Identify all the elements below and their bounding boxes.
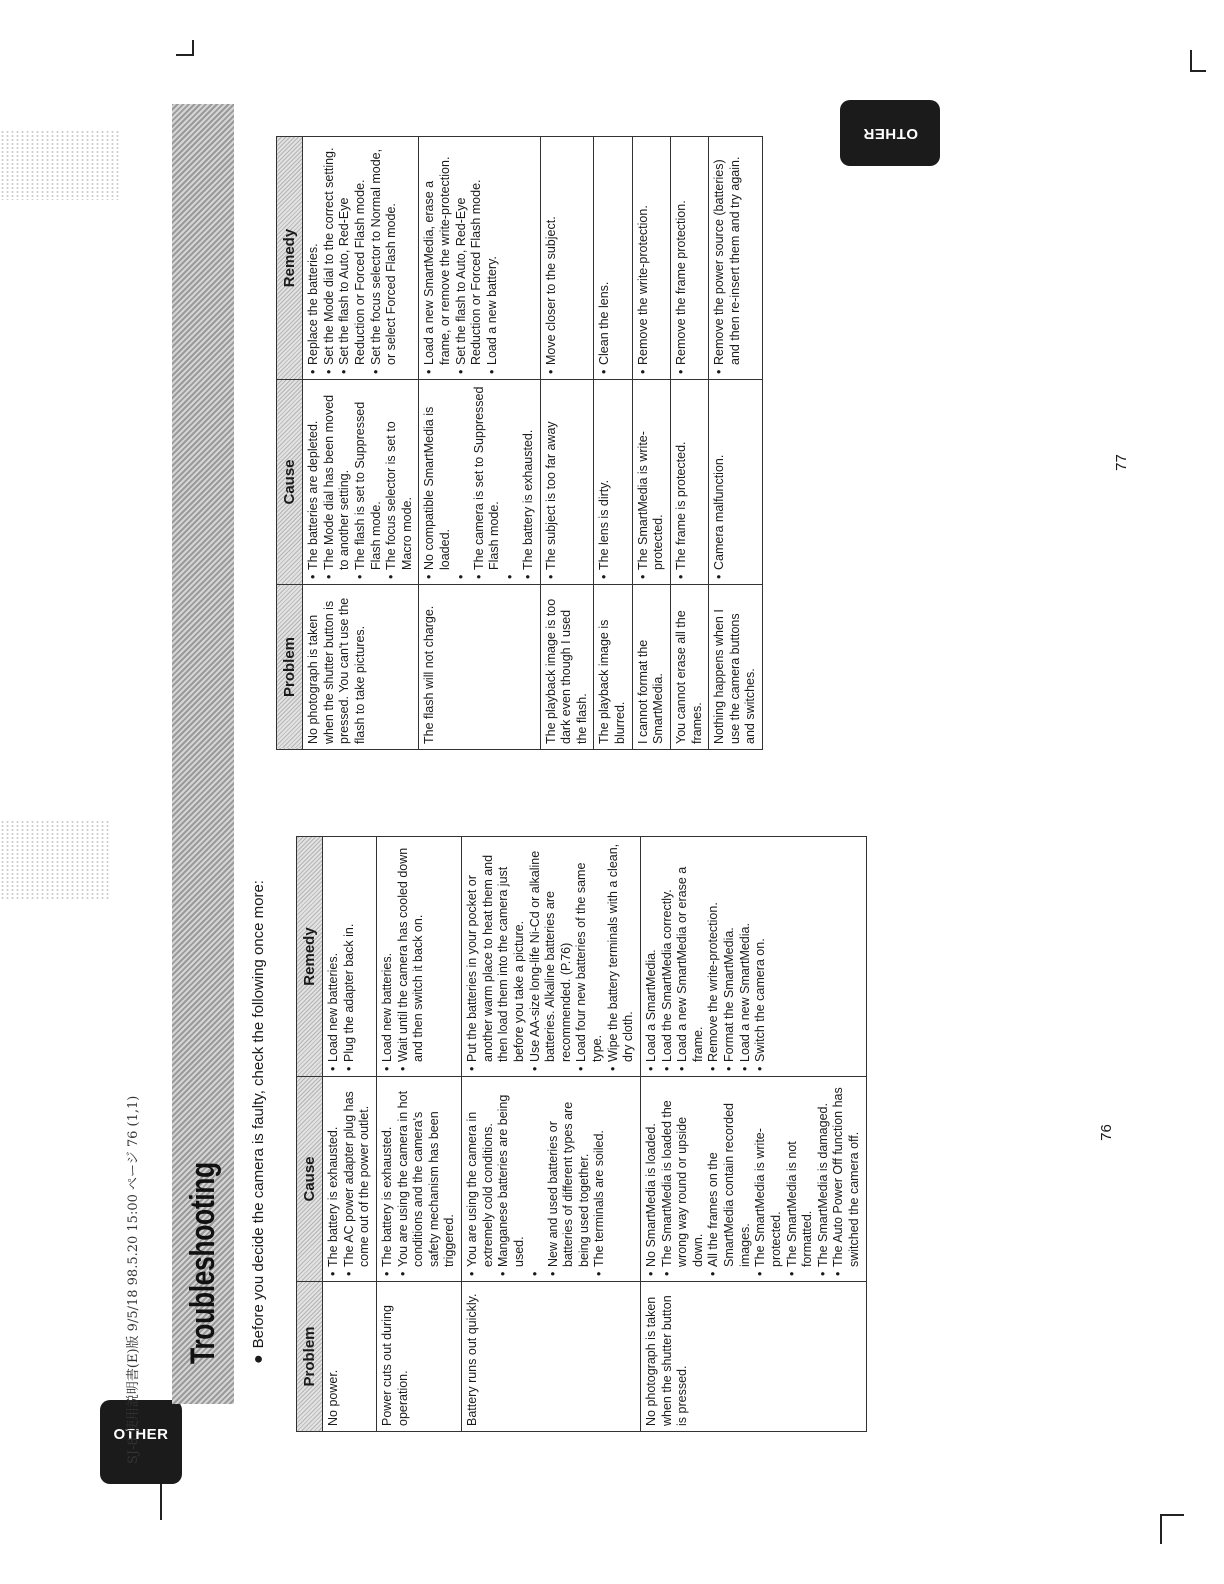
problem-cell: Power cuts out during operation. bbox=[376, 1282, 461, 1432]
remedy-cell bbox=[632, 137, 670, 380]
remedy-item: • Remove the write-protection. bbox=[706, 842, 722, 1071]
cause-item: • The Mode dial has been moved to another setting. bbox=[322, 385, 353, 579]
cause-cell bbox=[303, 380, 419, 585]
troubleshooting-table-right bbox=[276, 136, 763, 750]
table-row bbox=[323, 837, 377, 1432]
cause-item: • The camera is set to Suppressed Flash mode. bbox=[472, 385, 503, 579]
crop-mark bbox=[1160, 1514, 1162, 1544]
cause-item: • The SmartMedia is write-protected. bbox=[636, 385, 667, 579]
remedy-cell bbox=[540, 137, 594, 380]
problem-cell: Nothing happens when I use the camera buttons and switches. bbox=[709, 585, 763, 750]
remedy-cell bbox=[594, 137, 632, 380]
problem-cell: Battery runs out quickly. bbox=[462, 1282, 641, 1432]
table-row bbox=[670, 137, 708, 750]
page-number-left: 76 bbox=[1097, 1124, 1115, 1141]
cause-cell bbox=[640, 1077, 866, 1282]
spacer bbox=[454, 385, 472, 579]
table-row bbox=[709, 137, 763, 750]
remedy-item: • Load a SmartMedia. bbox=[644, 842, 660, 1071]
remedy-item: • Replace the batteries. bbox=[306, 142, 322, 374]
cause-item: • The frame is protected. bbox=[674, 385, 690, 579]
cause-cell bbox=[376, 1077, 461, 1282]
cause-item: • The lens is dirty. bbox=[597, 385, 613, 579]
cause-item: • The battery is exhausted. bbox=[380, 1082, 396, 1276]
cause-item: • All the frames on the SmartMedia contain recorded images. bbox=[706, 1082, 753, 1276]
remedy-item: • Plug the adapter back in. bbox=[342, 842, 358, 1071]
remedy-item: • Put the batteries in your pocket or another warm place to heat them and then load them into the camera just before you take a picture. bbox=[465, 842, 528, 1071]
header-problem: Problem bbox=[297, 1282, 323, 1432]
cause-item: • New and used batteries or batteries of different types are being used together. bbox=[546, 1082, 593, 1276]
remedy-item: • Move closer to the subject. bbox=[544, 142, 560, 374]
crop-mark bbox=[1190, 50, 1192, 70]
spacer bbox=[503, 385, 521, 579]
problem-cell: The playback image is too dark even though I used the flash. bbox=[540, 585, 594, 750]
table-row bbox=[540, 137, 594, 750]
cause-item: • Manganese batteries are being used. bbox=[496, 1082, 527, 1276]
table-row bbox=[376, 837, 461, 1432]
cause-item: • You are using the camera in hot conditions and the camera's safety mechanism has been triggered. bbox=[396, 1082, 459, 1276]
table-row bbox=[303, 137, 419, 750]
remedy-cell bbox=[640, 837, 866, 1077]
cause-cell bbox=[632, 380, 670, 585]
remedy-item: • Wait until the camera has cooled down and then switch it back on. bbox=[396, 842, 427, 1071]
cause-item: • The AC power adapter plug has come out of the power outlet. bbox=[342, 1082, 373, 1276]
other-tab-right: OTHER bbox=[840, 100, 940, 166]
problem-cell: I cannot format the SmartMedia. bbox=[632, 585, 670, 750]
page-number-right: 77 bbox=[1112, 454, 1130, 471]
crop-mark bbox=[1160, 1514, 1184, 1516]
cause-item: • The battery is exhausted. bbox=[521, 385, 537, 579]
cause-cell bbox=[709, 380, 763, 585]
cause-item: • You are using the camera in extremely cold conditions. bbox=[465, 1082, 496, 1276]
cause-cell bbox=[462, 1077, 641, 1282]
remedy-item: • Load a new battery. bbox=[485, 142, 501, 374]
remedy-item: • Format the SmartMedia. bbox=[722, 842, 738, 1071]
table-row bbox=[632, 137, 670, 750]
remedy-item: • Load a new SmartMedia. bbox=[738, 842, 754, 1071]
remedy-item: • Load a new SmartMedia, erase a frame, or remove the write-protection. bbox=[422, 142, 453, 374]
cause-cell bbox=[323, 1077, 377, 1282]
table-row bbox=[640, 837, 866, 1432]
troubleshooting-table-left bbox=[296, 836, 867, 1432]
remedy-item: • Set the flash to Auto, Red-Eye Reduction or Forced Flash mode. bbox=[454, 142, 485, 374]
remedy-item: • Load new batteries. bbox=[326, 842, 342, 1071]
remedy-item: • Clean the lens. bbox=[597, 142, 613, 374]
remedy-item: • Set the flash to Auto, Red-Eye Reduction or Forced Flash mode. bbox=[337, 142, 368, 374]
problem-cell: No photograph is taken when the shutter button is pressed. You can't use the flash to take pictures. bbox=[303, 585, 419, 750]
cause-item: • The battery is exhausted. bbox=[326, 1082, 342, 1276]
remedy-item: • Use AA-size long-life Ni-Cd or alkaline batteries. Alkaline batteries are recommended. (P.76) bbox=[528, 842, 575, 1071]
crop-mark bbox=[192, 40, 194, 56]
remedy-item: • Load a new SmartMedia or erase a frame. bbox=[675, 842, 706, 1071]
remedy-item: • Load new batteries. bbox=[380, 842, 396, 1071]
remedy-item: • Switch the camera on. bbox=[753, 842, 769, 1071]
cause-item: • The batteries are depleted. bbox=[306, 385, 322, 579]
table-row bbox=[462, 837, 641, 1432]
cause-item: • The terminals are soiled. bbox=[592, 1082, 608, 1276]
problem-cell: You cannot erase all the frames. bbox=[670, 585, 708, 750]
rotated-page bbox=[100, 102, 1100, 1482]
remedy-cell bbox=[419, 137, 540, 380]
page-title: Troubleshooting bbox=[184, 1162, 222, 1364]
remedy-cell bbox=[670, 137, 708, 380]
header-cause: Cause bbox=[277, 380, 303, 585]
cause-item: • The SmartMedia is loaded the wrong way round or upside down. bbox=[660, 1082, 707, 1276]
cause-item: • The Auto Power Off function has switched the camera off. bbox=[831, 1082, 862, 1276]
header-cause: Cause bbox=[297, 1077, 323, 1282]
print-header: SJ-8 使用説明書(E)版 9/5/18 98.5.20 15:00 ページ 76 (1,1) bbox=[126, 1095, 141, 1464]
table-row bbox=[419, 137, 540, 750]
header-remedy: Remedy bbox=[277, 137, 303, 380]
cause-cell bbox=[670, 380, 708, 585]
problem-cell: No photograph is taken when the shutter button is pressed. bbox=[640, 1282, 866, 1432]
remedy-item: • Remove the frame protection. bbox=[674, 142, 690, 374]
other-tab-left: OTHER bbox=[100, 1400, 182, 1484]
crop-mark bbox=[176, 54, 192, 56]
table-row bbox=[594, 137, 632, 750]
remedy-cell bbox=[376, 837, 461, 1077]
cause-cell bbox=[540, 380, 594, 585]
cause-item: • The focus selector is set to Macro mode. bbox=[384, 385, 415, 579]
problem-cell: No power. bbox=[323, 1282, 377, 1432]
cause-item: • The SmartMedia is damaged. bbox=[816, 1082, 832, 1276]
crop-mark bbox=[1190, 70, 1206, 72]
scan-noise bbox=[0, 820, 110, 900]
spacer bbox=[528, 1082, 546, 1276]
cause-item: • The SmartMedia is not formatted. bbox=[785, 1082, 816, 1276]
remedy-item: • Wipe the battery terminals with a clean, dry cloth. bbox=[606, 842, 637, 1071]
cause-item: • No compatible SmartMedia is loaded. bbox=[422, 385, 453, 579]
cause-cell bbox=[419, 380, 540, 585]
remedy-cell bbox=[709, 137, 763, 380]
header-problem: Problem bbox=[277, 585, 303, 750]
remedy-item: • Load the SmartMedia correctly. bbox=[660, 842, 676, 1071]
remedy-item: • Remove the power source (batteries) and then re-insert them and try again. bbox=[712, 142, 743, 374]
cause-item: • Camera malfunction. bbox=[712, 385, 728, 579]
cause-item: • The subject is too far away bbox=[544, 385, 560, 579]
remedy-cell bbox=[303, 137, 419, 380]
problem-cell: The playback image is blurred. bbox=[594, 585, 632, 750]
cause-item: • The flash is set to Suppressed Flash mode. bbox=[353, 385, 384, 579]
remedy-item: • Remove the write-protection. bbox=[636, 142, 652, 374]
remedy-cell bbox=[462, 837, 641, 1077]
remedy-item: • Set the focus selector to Normal mode, or select Forced Flash mode. bbox=[369, 142, 400, 374]
intro-text: ●Before you decide the camera is faulty, check the following once more: bbox=[250, 880, 267, 1364]
problem-cell: The flash will not charge. bbox=[419, 585, 540, 750]
cause-cell bbox=[594, 380, 632, 585]
cause-item: • No SmartMedia is loaded. bbox=[644, 1082, 660, 1276]
cause-item: • The SmartMedia is write-protected. bbox=[753, 1082, 784, 1276]
remedy-cell bbox=[323, 837, 377, 1077]
remedy-item: • Load four new batteries of the same type. bbox=[574, 842, 605, 1071]
remedy-item: • Set the Mode dial to the correct setting. bbox=[322, 142, 338, 374]
bullet-icon: ● bbox=[250, 1354, 267, 1364]
header-remedy: Remedy bbox=[297, 837, 323, 1077]
